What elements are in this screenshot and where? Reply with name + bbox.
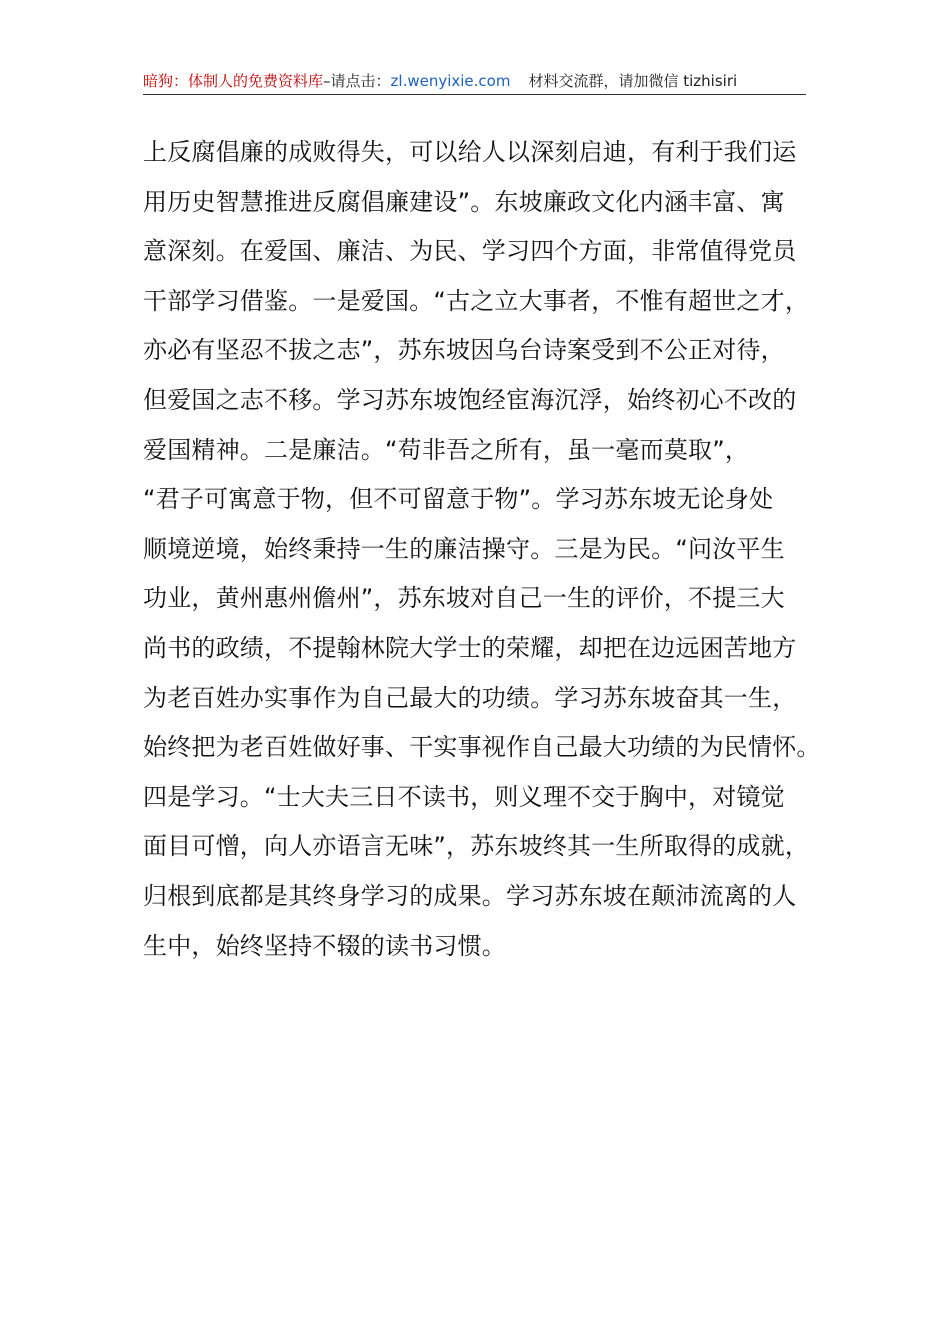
body-line: 生中，始终坚持不辍的读书习惯。 <box>143 931 506 960</box>
document-body <box>143 128 821 971</box>
body-line: 顺境逆境，始终秉持一生的廉洁操守。三是为民。“问汝平生 <box>143 534 785 563</box>
body-line: 尚书的政绩，不提翰林院大学士的荣耀，却把在边远困苦地方 <box>143 633 797 662</box>
body-line: 爱国精神。二是廉洁。“苟非吾之所有，虽一毫而莫取”， <box>143 435 750 464</box>
body-line: 始终把为老百姓做好事、干实事视作自己最大功绩的为民情怀。 <box>143 733 821 762</box>
body-line: 面目可憎，向人亦语言无味”，苏东坡终其一生所取得的成就， <box>143 832 810 861</box>
header-wechat-group: 材料交流群，请加微信 tizhisiri <box>528 72 738 90</box>
body-line: “君子可寓意于物，但不可留意于物”。学习苏东坡无论身处 <box>143 485 774 514</box>
body-line: 干部学习借鉴。一是爱国。“古之立大事者，不惟有超世之才， <box>143 286 810 315</box>
header-link[interactable]: zl.wenyixie.com <box>390 72 511 90</box>
header-prompt: –请点击： <box>323 72 391 90</box>
body-line: 功业，黄州惠州儋州”，苏东坡对自己一生的评价，不提三大 <box>143 584 785 613</box>
page-header <box>143 68 806 95</box>
body-line: 为老百姓办实事作为自己最大的功绩。学习苏东坡奋其一生， <box>143 683 797 712</box>
body-line: 但爱国之志不移。学习苏东坡饱经宦海沉浮，始终初心不改的 <box>143 385 797 414</box>
header-brand: 暗狗：体制人的免费资料库 <box>143 72 324 90</box>
body-line: 四是学习。“士大夫三日不读书，则义理不交于胸中，对镜觉 <box>143 782 785 811</box>
body-line: 用历史智慧推进反腐倡廉建设”。东坡廉政文化内涵丰富、寓 <box>143 187 785 216</box>
body-line: 归根到底都是其终身学习的成果。学习苏东坡在颠沛流离的人 <box>143 881 797 910</box>
body-line: 上反腐倡廉的成败得失，可以给人以深刻启迪，有利于我们运 <box>143 138 797 166</box>
body-line: 意深刻。在爱国、廉洁、为民、学习四个方面，非常值得党员 <box>143 237 797 266</box>
body-line: 亦必有坚忍不拔之志”，苏东坡因乌台诗案受到不公正对待， <box>143 336 785 365</box>
